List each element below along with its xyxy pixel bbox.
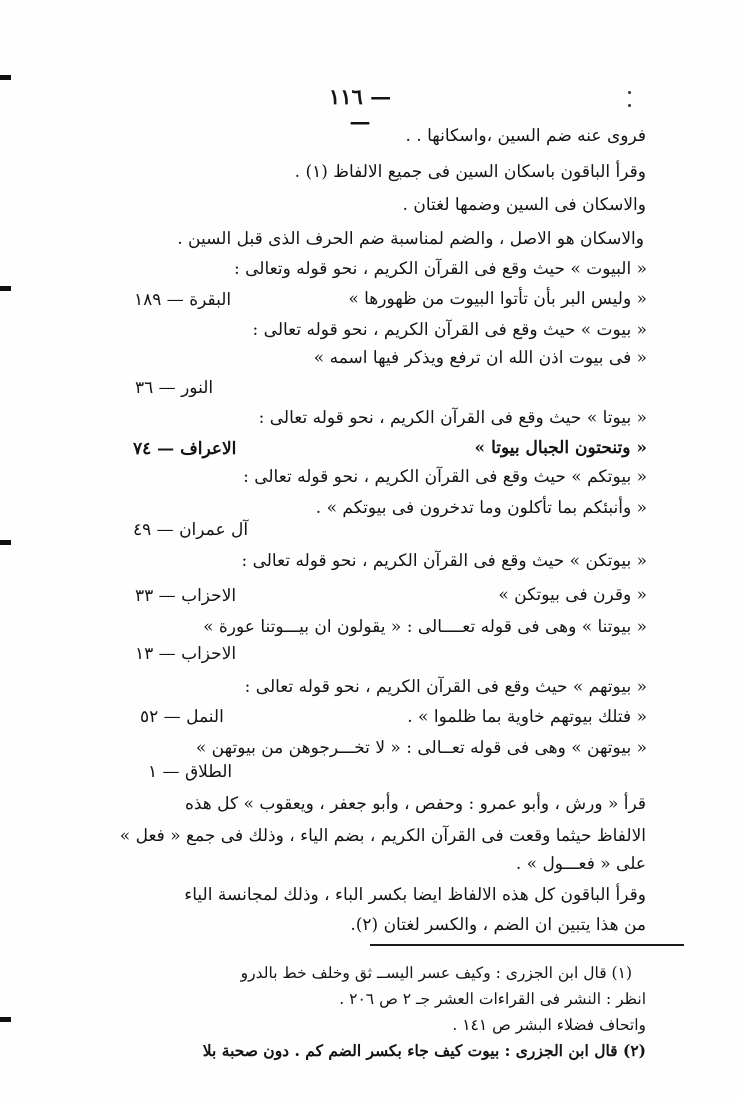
- margin-dot: [628, 91, 631, 94]
- surah-reference: الاعراف — ٧٤: [133, 439, 237, 459]
- body-line: وقرأ الباقون كل هذه الالفاظ ايضا بكسر الباء ، وذلك لمجانسة الياء: [184, 885, 646, 905]
- body-line: « فى بيوت اذن الله ان ترفع ويذكر فيها اسمه »: [313, 348, 647, 368]
- margin-mark: [0, 75, 11, 80]
- body-line: « بيوتهم » حيث وقع فى القرآن الكريم ، نحو قوله تعالى :: [244, 677, 647, 697]
- surah-reference: النور — ٣٦: [135, 378, 214, 398]
- footnote: (١) قال ابن الجزرى : وكيف عسر اليســ ثق وخلف خط بالدرو: [240, 964, 632, 982]
- body-line: الالفاظ حيثما وقعت فى القرآن الكريم ، بضم الياء ، وذلك فى جمع « فعل »: [119, 826, 646, 846]
- body-line: والاسكان فى السين وضمها لغتان .: [402, 195, 646, 215]
- surah-reference: النمل — ٥٢: [140, 707, 224, 727]
- margin-mark: [0, 286, 11, 291]
- body-line: فروى عنه ضم السين ،واسكانها . .: [405, 126, 646, 146]
- footnote: واتحاف فضلاء البشر ص ١٤١ .: [452, 1016, 646, 1034]
- body-line: من هذا يتبين ان الضم ، والكسر لغتان (٢).: [350, 915, 646, 935]
- surah-reference: الطلاق — ١: [148, 762, 233, 782]
- body-line: على « فعـــول » .: [515, 854, 646, 874]
- margin-mark: [0, 1017, 11, 1022]
- body-line: « بيوتنا » وهى فى قوله تعــــالى : « يقولون ان بيـــوتنا عورة »: [203, 617, 647, 637]
- body-line: والاسكان هو الاصل ، والضم لمناسبة ضم الحرف الذى قبل السين .: [177, 229, 644, 249]
- body-line: « وأنبئكم بما تأكلون وما تدخرون فى بيوتكم » .: [315, 498, 647, 518]
- body-line: « البيوت » حيث وقع فى القرآن الكريم ، نحو قوله وتعالى :: [234, 259, 647, 279]
- surah-reference: آل عمران — ٤٩: [133, 520, 249, 540]
- body-line: « بيوتا » حيث وقع فى القرآن الكريم ، نحو قوله تعالى :: [258, 408, 647, 428]
- body-line: وقرأ الباقون باسكان السين فى جميع الالفاظ (١) .: [294, 162, 646, 182]
- margin-mark: [0, 540, 11, 545]
- body-line: « بيوتهن » وهى فى قوله تعــالى : « لا تخـــرجوهن من بيوتهن »: [195, 738, 647, 758]
- body-line: قرأ « ورش ، وأبو عمرو : وحفص ، وأبو جعفر ، ويعقوب » كل هذه: [184, 794, 646, 814]
- body-line: « وليس البر بأن تأتوا البيوت من ظهورها »: [348, 289, 647, 309]
- footnote: انظر : النشر فى القراءات العشر جـ ٢ ص ٢٠٦ .: [339, 990, 646, 1008]
- body-line: « وتنحتون الجبال بيوتا »: [474, 438, 647, 458]
- body-line: « بيوت » حيث وقع فى القرآن الكريم ، نحو قوله تعالى :: [252, 320, 647, 340]
- surah-reference: الاحزاب — ٣٣: [135, 586, 237, 606]
- margin-dot: [628, 104, 631, 107]
- body-line: « بيوتكن » حيث وقع فى القرآن الكريم ، نحو قوله تعالى :: [241, 551, 647, 571]
- footnote-rule: [370, 944, 684, 946]
- surah-reference: الاحزاب — ١٣: [135, 644, 237, 664]
- body-line: « بيوتكم » حيث وقع فى القرآن الكريم ، نحو قوله تعالى :: [243, 467, 647, 487]
- body-line: « فتلك بيوتهم خاوية بما ظلموا » .: [407, 707, 647, 727]
- surah-reference: البقرة — ١٨٩: [134, 290, 232, 310]
- footnote: (٢) قال ابن الجزرى : بيوت كيف جاء بكسر الضم كم . دون صحبة بلا: [202, 1041, 646, 1060]
- body-line: « وقرن فى بيوتكن »: [498, 585, 647, 605]
- page-number: — ١١٦ —: [328, 84, 392, 134]
